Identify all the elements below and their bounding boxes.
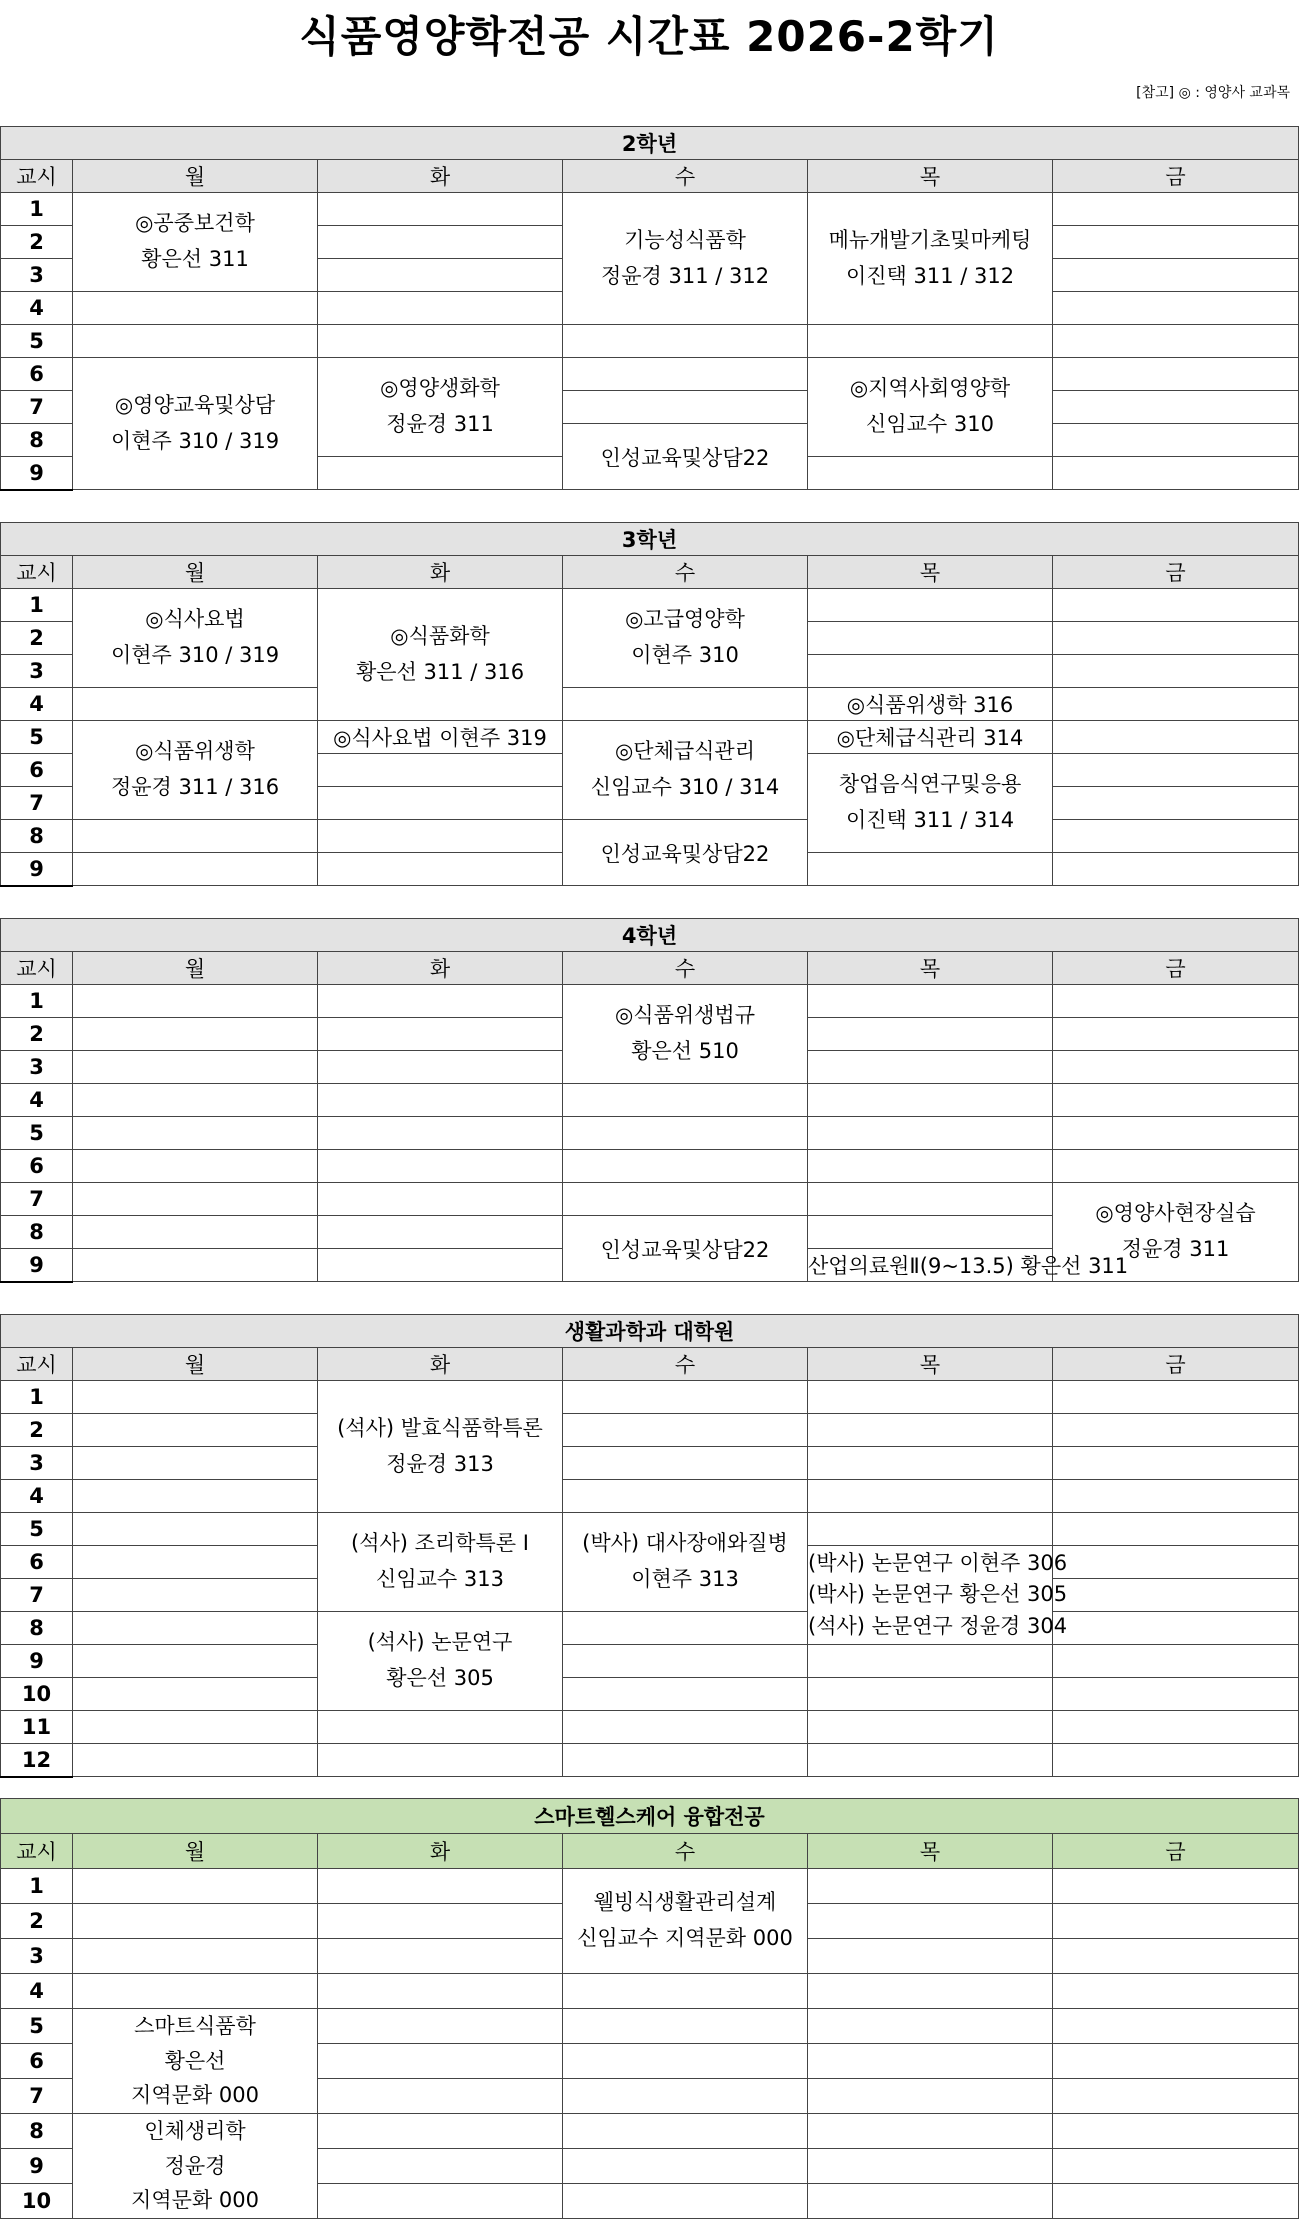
- period-label: 5: [1, 2009, 73, 2044]
- period-label: 6: [1, 2044, 73, 2079]
- class-cell: ◎영양사현장실습 정윤경 311: [1053, 1183, 1299, 1282]
- class-cell: 인성교육및상담22: [563, 1216, 808, 1282]
- header-wed: 수: [563, 160, 808, 193]
- period-label: 11: [1, 1711, 73, 1744]
- period-label: 10: [1, 2184, 73, 2219]
- header-fri: 금: [1053, 160, 1299, 193]
- header-fri: 금: [1053, 952, 1299, 985]
- period-label: 12: [1, 1744, 73, 1777]
- class-cell: ◎고급영양학 이현주 310: [563, 589, 808, 688]
- class-cell: 기능성식품학 정윤경 311 / 312: [563, 193, 808, 325]
- period-label: 10: [1, 1678, 73, 1711]
- header-fri: 금: [1053, 556, 1299, 589]
- period-label: 9: [1, 853, 73, 886]
- period-label: 7: [1, 391, 73, 424]
- table-year4: [0, 918, 1299, 1283]
- period-label: 2: [1, 1904, 73, 1939]
- period-label: 5: [1, 325, 73, 358]
- period-label: 4: [1, 1480, 73, 1513]
- header-period: 교시: [1, 160, 73, 193]
- header-wed: 수: [563, 1348, 808, 1381]
- section-title: 4학년: [1, 919, 1299, 952]
- class-cell: (석사) 조리학특론 I 신임교수 313: [318, 1513, 563, 1612]
- header-thu: 목: [808, 160, 1053, 193]
- class-cell: ◎식품화학 황은선 311 / 316: [318, 589, 563, 721]
- period-label: 8: [1, 820, 73, 853]
- period-label: 3: [1, 1051, 73, 1084]
- period-label: 4: [1, 1974, 73, 2009]
- header-fri: 금: [1053, 1348, 1299, 1381]
- class-cell: (박사) 대사장애와질병 이현주 313: [563, 1513, 808, 1612]
- header-period: 교시: [1, 1348, 73, 1381]
- class-cell: 웰빙식생활관리설계 신임교수 지역문화 000: [563, 1869, 808, 1974]
- period-label: 5: [1, 1117, 73, 1150]
- header-mon: 월: [73, 1348, 318, 1381]
- class-cell: ◎식품위생학 정윤경 311 / 316: [73, 721, 318, 820]
- header-mon: 월: [73, 160, 318, 193]
- class-cell: 인성교육및상담22: [563, 424, 808, 490]
- class-cell: ◎단체급식관리 314: [808, 721, 1053, 754]
- period-label: 6: [1, 754, 73, 787]
- class-cell: ◎식사요법 이현주 310 / 319: [73, 589, 318, 688]
- period-label: 1: [1, 985, 73, 1018]
- period-label: 8: [1, 424, 73, 457]
- legend-note: [참고] ◎ : 영양사 교과목: [1136, 85, 1290, 101]
- period-label: 8: [1, 2114, 73, 2149]
- header-thu: 목: [808, 1834, 1053, 1869]
- header-tue: 화: [318, 1348, 563, 1381]
- period-label: 1: [1, 589, 73, 622]
- header-mon: 월: [73, 952, 318, 985]
- class-cell: ◎영양교육및상담 이현주 310 / 319: [73, 358, 318, 490]
- class-cell: 산업의료원Ⅱ(9~13.5) 황은선 311: [808, 1249, 1053, 1282]
- class-cell: ◎단체급식관리 신임교수 310 / 314: [563, 721, 808, 820]
- class-cell: 메뉴개발기초및마케팅 이진택 311 / 312: [808, 193, 1053, 325]
- period-label: 1: [1, 193, 73, 226]
- period-label: 3: [1, 1939, 73, 1974]
- header-wed: 수: [563, 1834, 808, 1869]
- header-period: 교시: [1, 556, 73, 589]
- period-label: 1: [1, 1869, 73, 1904]
- table-year3: [0, 522, 1299, 887]
- period-label: 9: [1, 2149, 73, 2184]
- period-label: 2: [1, 1414, 73, 1447]
- period-label: 2: [1, 622, 73, 655]
- period-label: 7: [1, 1579, 73, 1612]
- header-tue: 화: [318, 952, 563, 985]
- header-wed: 수: [563, 556, 808, 589]
- class-cell: 인성교육및상담22: [563, 820, 808, 886]
- table-year2: [0, 126, 1299, 491]
- class-cell: 창업음식연구및응용 이진택 311 / 314: [808, 754, 1053, 853]
- empty-cell: [1053, 193, 1299, 226]
- period-label: 4: [1, 292, 73, 325]
- period-label: 7: [1, 1183, 73, 1216]
- period-label: 9: [1, 1645, 73, 1678]
- class-cell: (석사) 논문연구 황은선 305: [318, 1612, 563, 1711]
- period-label: 3: [1, 655, 73, 688]
- class-cell: (박사) 논문연구 이현주 306 (박사) 논문연구 황은선 305 (석사) 논문연구 정윤경 304: [808, 1546, 1053, 1645]
- class-cell: ◎식품위생학 316: [808, 688, 1053, 721]
- section-title: 3학년: [1, 523, 1299, 556]
- header-fri: 금: [1053, 1834, 1299, 1869]
- period-label: 6: [1, 1150, 73, 1183]
- class-cell: ◎지역사회영양학 신임교수 310: [808, 358, 1053, 457]
- period-label: 7: [1, 787, 73, 820]
- period-label: 2: [1, 226, 73, 259]
- section-title: 생활과학과 대학원: [1, 1315, 1299, 1348]
- class-cell: ◎식품위생법규 황은선 510: [563, 985, 808, 1084]
- class-cell: (석사) 발효식품학특론 정윤경 313: [318, 1381, 563, 1513]
- period-label: 2: [1, 1018, 73, 1051]
- empty-cell: [318, 193, 563, 226]
- class-cell: ◎공중보건학 황은선 311: [73, 193, 318, 292]
- header-tue: 화: [318, 1834, 563, 1869]
- page-title: 식품영양학전공 시간표 2026-2학기: [299, 12, 999, 61]
- header-tue: 화: [318, 160, 563, 193]
- period-label: 5: [1, 721, 73, 754]
- section-title: 스마트헬스케어 융합전공: [1, 1799, 1299, 1834]
- period-label: 8: [1, 1612, 73, 1645]
- class-cell: ◎영양생화학 정윤경 311: [318, 358, 563, 457]
- header-thu: 목: [808, 1348, 1053, 1381]
- period-label: 4: [1, 688, 73, 721]
- header-period: 교시: [1, 1834, 73, 1869]
- header-thu: 목: [808, 952, 1053, 985]
- period-label: 6: [1, 358, 73, 391]
- period-label: 3: [1, 259, 73, 292]
- header-wed: 수: [563, 952, 808, 985]
- period-label: 6: [1, 1546, 73, 1579]
- period-label: 9: [1, 1249, 73, 1282]
- period-label: 5: [1, 1513, 73, 1546]
- class-cell: 스마트식품학 황은선 지역문화 000: [73, 2009, 318, 2114]
- period-label: 7: [1, 2079, 73, 2114]
- period-label: 1: [1, 1381, 73, 1414]
- header-mon: 월: [73, 1834, 318, 1869]
- period-label: 8: [1, 1216, 73, 1249]
- header-period: 교시: [1, 952, 73, 985]
- class-cell: ◎식사요법 이현주 319: [318, 721, 563, 754]
- period-label: 3: [1, 1447, 73, 1480]
- table-smart-healthcare: [0, 1798, 1299, 2219]
- section-title: 2학년: [1, 127, 1299, 160]
- period-label: 4: [1, 1084, 73, 1117]
- class-cell: 인체생리학 정윤경 지역문화 000: [73, 2114, 318, 2219]
- header-thu: 목: [808, 556, 1053, 589]
- period-label: 9: [1, 457, 73, 490]
- header-mon: 월: [73, 556, 318, 589]
- table-graduate: [0, 1314, 1299, 1778]
- header-tue: 화: [318, 556, 563, 589]
